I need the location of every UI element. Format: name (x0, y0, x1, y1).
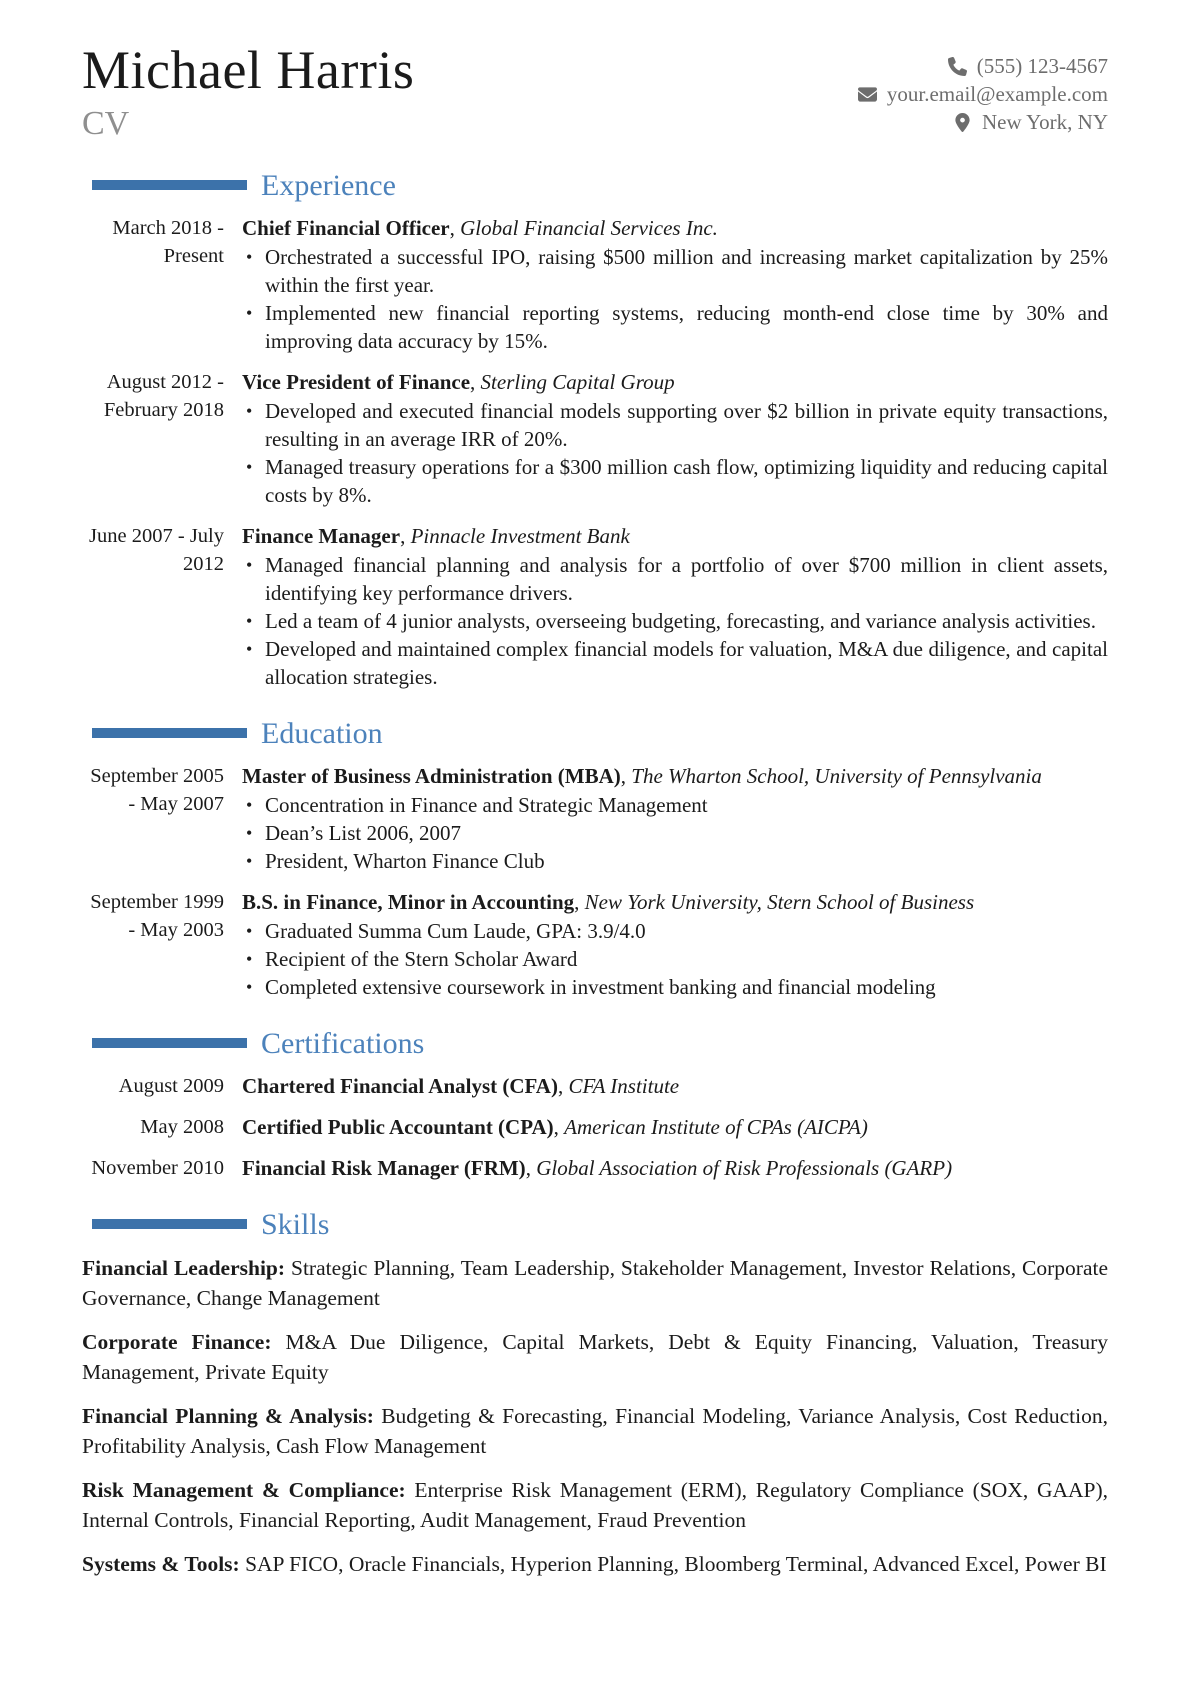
bullet-item: • Concentration in Finance and Strategic Management (242, 791, 1108, 819)
certification-entry (82, 1154, 1108, 1182)
section-header-certifications (82, 1027, 1108, 1060)
skill-text: Strategic Planning, Team Leadership, Stakeholder Management, Investor Relations, Corporate Governance, Change Management (82, 1255, 1108, 1310)
entry-body (242, 1113, 1108, 1141)
entry-degree: Master of Business Administration (MBA) (242, 763, 621, 788)
entry-bullets (242, 397, 1108, 509)
entry-title (242, 1154, 1108, 1182)
education-entry (82, 762, 1108, 875)
skill-group (82, 1475, 1108, 1535)
bullet-item: • Managed financial planning and analysis for a portfolio of over $700 million in client assets, identifying key performance drivers. (242, 551, 1108, 607)
entry-school: The Wharton School, University of Pennsylvania (631, 763, 1042, 788)
entry-dates: March 2018 - Present (112, 216, 224, 267)
bullet-item: • Managed treasury operations for a $300 million cash flow, optimizing liquidity and reducing capital costs by 8%. (242, 453, 1108, 509)
skill-group (82, 1549, 1108, 1579)
skill-label: Corporate Finance: (82, 1329, 272, 1354)
section-accent-bar (92, 180, 247, 190)
section-title-experience: Experience (261, 168, 396, 202)
contact-block (858, 52, 1108, 136)
entry-body (242, 214, 1108, 355)
skill-text: M&A Due Diligence, Capital Markets, Debt & Equity Financing, Valuation, Treasury Management, Private Equity (82, 1329, 1108, 1384)
certification-name: Financial Risk Manager (FRM) (242, 1155, 526, 1180)
phone-icon (948, 57, 967, 76)
entry-bullets (242, 551, 1108, 691)
bullet-item: • Developed and maintained complex financial models for valuation, M&A due diligence, and capital allocation strategies. (242, 635, 1108, 691)
entry-bullets (242, 243, 1108, 355)
bullet-item: • Dean’s List 2006, 2007 (242, 819, 1108, 847)
bullet-item: • Recipient of the Stern Scholar Award (242, 945, 1108, 973)
entry-separator: , (557, 1073, 569, 1098)
section-accent-bar (92, 1219, 247, 1229)
entry-bullets (242, 917, 1108, 1001)
certification-entry (82, 1113, 1108, 1141)
contact-location: New York, NY (981, 110, 1108, 134)
entry-title (242, 762, 1108, 790)
entry-title (242, 522, 1108, 550)
section-experience (82, 169, 1108, 691)
contact-email-row (858, 80, 1108, 108)
experience-entry (82, 522, 1108, 691)
entry-school: New York University, Stern School of Business (584, 889, 975, 914)
skill-text: Enterprise Risk Management (ERM), Regulatory Compliance (SOX, GAAP), Internal Controls, Financial Reporting, Audit Management, Fraud Prevention (82, 1477, 1109, 1532)
entry-org: Global Financial Services Inc. (460, 215, 718, 240)
bullet-item: • Led a team of 4 junior analysts, overseeing budgeting, forecasting, and variance analysis activities. (242, 607, 1108, 635)
entry-separator: , (574, 889, 585, 914)
person-name: Michael Harris (82, 40, 415, 100)
entry-title (242, 214, 1108, 242)
envelope-icon (858, 85, 877, 104)
entry-org: Sterling Capital Group (480, 369, 675, 394)
entry-separator: , (449, 215, 461, 240)
entry-dates: September 1999 - May 2003 (90, 890, 224, 941)
identity-block (82, 42, 414, 143)
entry-dates: June 2007 - July 2012 (89, 524, 224, 575)
skill-group (82, 1401, 1108, 1461)
skill-group (82, 1327, 1108, 1387)
skill-text: SAP FICO, Oracle Financials, Hyperion Planning, Bloomberg Terminal, Advanced Excel, Power BI (245, 1551, 1107, 1576)
location-pin-icon (953, 113, 972, 132)
certification-name: Certified Public Accountant (CPA) (242, 1114, 554, 1139)
entry-role: Vice President of Finance (242, 369, 471, 394)
skill-label: Risk Management & Compliance: (82, 1477, 406, 1502)
entry-role: Finance Manager (242, 523, 401, 548)
document-subtitle: CV (82, 104, 130, 142)
contact-phone-row (858, 52, 1108, 80)
entry-separator: , (553, 1114, 565, 1139)
entry-body (242, 368, 1108, 509)
bullet-item: • Implemented new financial reporting systems, reducing month-end close time by 30% and improving data accuracy by 15%. (242, 299, 1108, 355)
entry-dates: November 2010 (91, 1156, 224, 1179)
bullet-item: • President, Wharton Finance Club (242, 847, 1108, 875)
entry-org: Pinnacle Investment Bank (410, 523, 630, 548)
skill-group (82, 1253, 1108, 1313)
entry-body (242, 888, 1108, 1001)
entry-title (242, 368, 1108, 396)
bullet-item: • Graduated Summa Cum Laude, GPA: 3.9/4.0 (242, 917, 1108, 945)
entry-separator: , (525, 1155, 537, 1180)
education-entry (82, 888, 1108, 1001)
certification-entry (82, 1072, 1108, 1100)
section-header-skills (82, 1208, 1108, 1241)
experience-entry (82, 368, 1108, 509)
skill-label: Financial Planning & Analysis: (82, 1403, 374, 1428)
contact-email: your.email@example.com (886, 82, 1108, 106)
section-education (82, 717, 1108, 1001)
section-title-certifications: Certifications (261, 1026, 425, 1060)
entry-body (242, 522, 1108, 691)
skill-label: Systems & Tools: (82, 1551, 240, 1576)
skill-label: Financial Leadership: (82, 1255, 286, 1280)
entry-separator: , (470, 369, 481, 394)
entry-degree: B.S. in Finance, Minor in Accounting (242, 889, 575, 914)
entry-separator: , (620, 763, 632, 788)
contact-phone: (555) 123-4567 (976, 54, 1108, 78)
section-accent-bar (92, 1038, 247, 1048)
contact-location-row (858, 108, 1108, 136)
entry-dates: August 2012 - February 2018 (103, 370, 224, 421)
section-skills (82, 1208, 1108, 1579)
section-certifications (82, 1027, 1108, 1182)
section-header-experience (82, 169, 1108, 202)
certification-issuer: CFA Institute (568, 1073, 680, 1098)
section-header-education (82, 717, 1108, 750)
section-accent-bar (92, 728, 247, 738)
entry-body (242, 1072, 1108, 1100)
entry-body (242, 762, 1108, 875)
entry-dates: September 2005 - May 2007 (90, 764, 224, 815)
experience-entry (82, 214, 1108, 355)
certification-issuer: American Institute of CPAs (AICPA) (564, 1114, 868, 1139)
entry-title (242, 1072, 1108, 1100)
section-title-skills: Skills (261, 1207, 330, 1241)
entry-bullets (242, 791, 1108, 875)
bullet-item: • Developed and executed financial models supporting over $2 billion in private equity transactions, resulting in an average IRR of 20%. (242, 397, 1108, 453)
page-header (82, 42, 1108, 143)
section-title-education: Education (261, 716, 383, 750)
entry-body (242, 1154, 1108, 1182)
entry-title (242, 1113, 1108, 1141)
entry-dates: August 2009 (118, 1074, 224, 1097)
entry-separator: , (400, 523, 411, 548)
certification-issuer: Global Association of Risk Professionals (GARP) (536, 1155, 953, 1180)
skill-text: Budgeting & Forecasting, Financial Modeling, Variance Analysis, Cost Reduction, Profitability Analysis, Cash Flow Management (82, 1403, 1109, 1458)
entry-title (242, 888, 1108, 916)
certification-name: Chartered Financial Analyst (CFA) (242, 1073, 558, 1098)
bullet-item: • Completed extensive coursework in investment banking and financial modeling (242, 973, 1108, 1001)
entry-dates: May 2008 (140, 1115, 224, 1138)
bullet-item: • Orchestrated a successful IPO, raising $500 million and increasing market capitalization by 25% within the first year. (242, 243, 1108, 299)
entry-role: Chief Financial Officer (242, 215, 450, 240)
